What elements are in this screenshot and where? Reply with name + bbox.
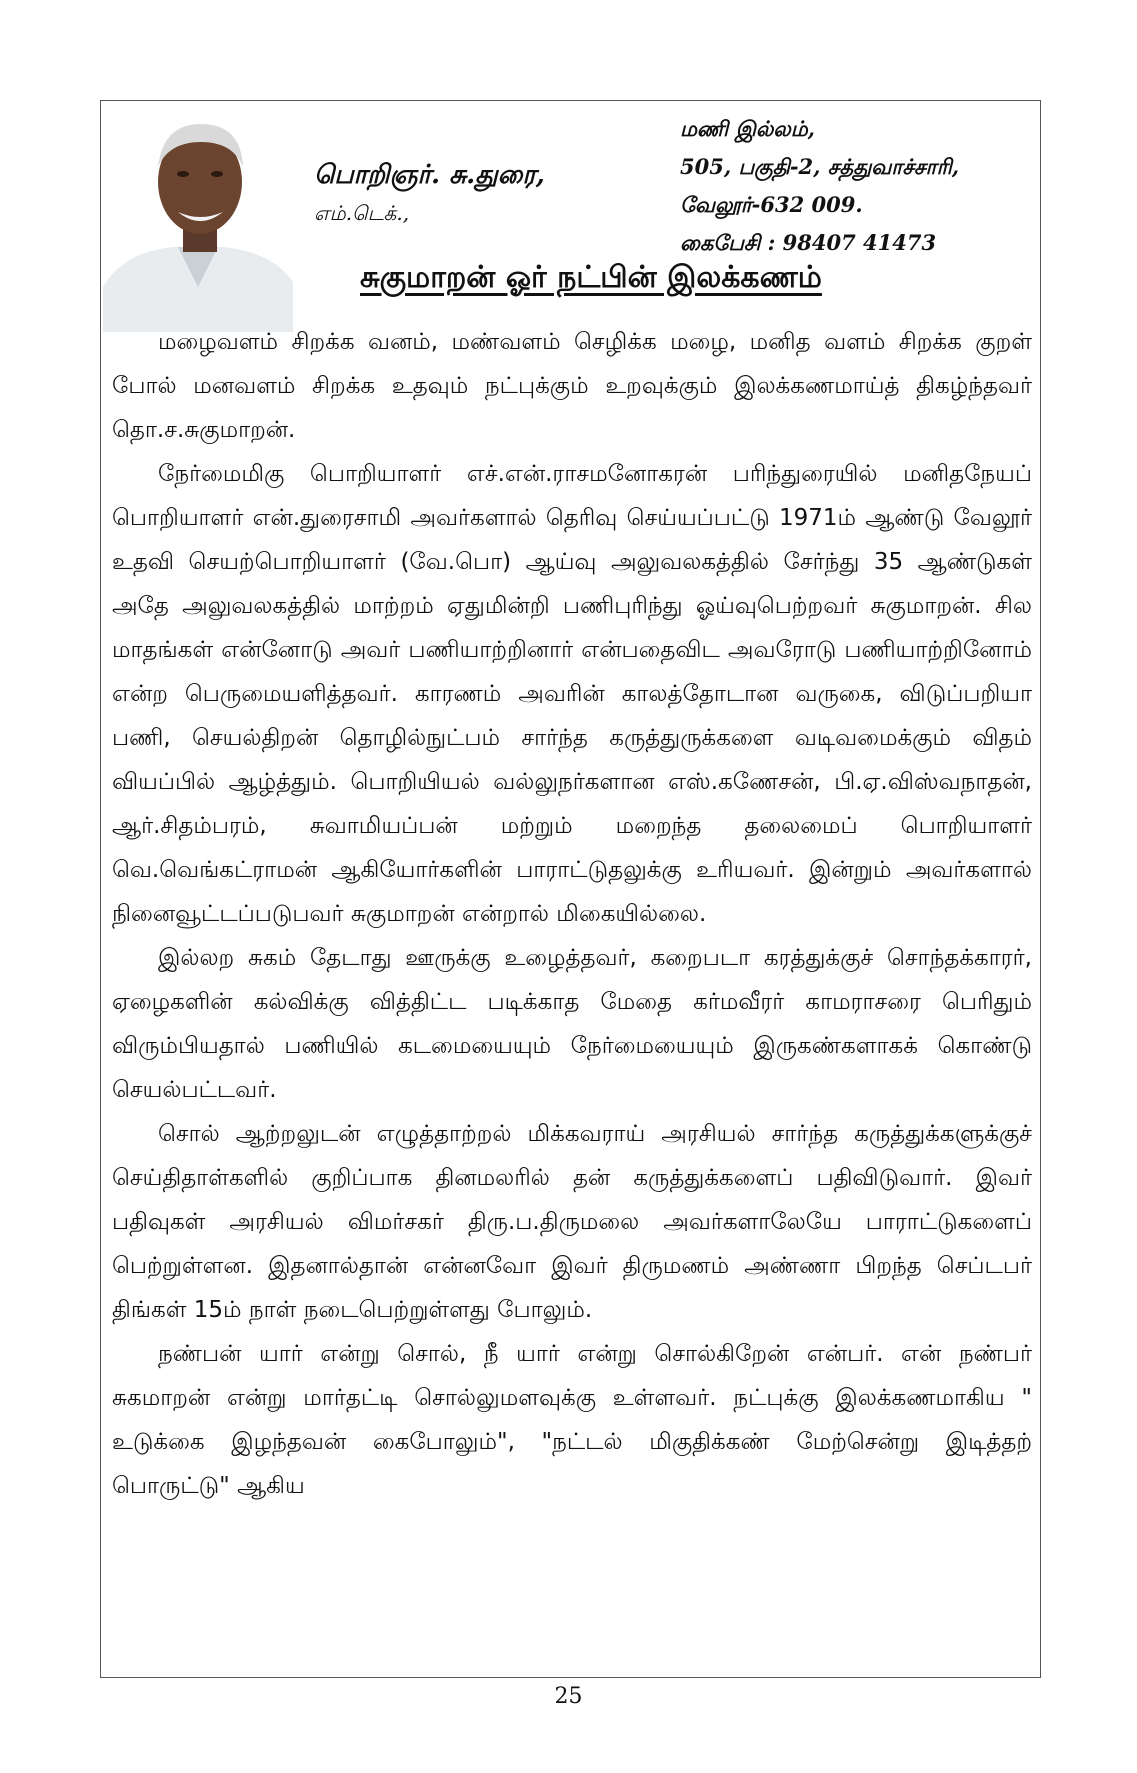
page-number: 25 <box>554 1684 583 1709</box>
article-body <box>112 320 1032 1508</box>
author-degree: எம்.டெக்., <box>314 201 410 225</box>
paragraph: சொல் ஆற்றலுடன் எழுத்தாற்றல் மிக்கவராய் அரசியல் சார்ந்த கருத்துக்களுக்குச் செய்திதாள்களில் குறிப்பாக தினமலரில் தன் கருத்துக்களைப் பதிவிடுவார். இவர் பதிவுகள் அரசியல் விமர்சகர் திரு.ப.திருமலை அவர்களாலேயே பாராட்டுகளைப் பெற்றுள்ளன. இதனால்தான் என்னவோ இவர் திருமணம் அண்ணா பிறந்த செப்டபர் திங்கள் 15ம் நாள் நடைபெற்றுள்ளது போலும். <box>112 1121 1032 1323</box>
address-line: கைபேசி : 98407 41473 <box>680 230 937 255</box>
article-title: சுகுமாறன் ஓர் நட்பின் இலக்கணம் <box>360 260 822 295</box>
paragraph: மழைவளம் சிறக்க வனம், மண்வளம் செழிக்க மழை, மனித வளம் சிறக்க குறள் போல் மனவளம் சிறக்க உதவும் நட்புக்கும் உறவுக்கும் இலக்கணமாய்த் திகழ்ந்தவர் தொ.ச.சுகுமாறன். <box>112 329 1032 443</box>
paragraph: இல்லற சுகம் தேடாது ஊருக்கு உழைத்தவர், கறைபடா கரத்துக்குச் சொந்தக்காரர், ஏழைகளின் கல்விக்கு வித்திட்ட படிக்காத மேதை கர்மவீரர் காமராசரை பெரிதும் விரும்பியதால் பணியில் கடமையையும் நேர்மையையும் இருகண்களாகக் கொண்டு செயல்பட்டவர். <box>112 945 1032 1103</box>
address-line: மணி இல்லம், <box>680 116 815 141</box>
paragraph: நண்பன் யார் என்று சொல், நீ யார் என்று சொல்கிறேன் என்பர். என் நண்பர் சுகமாறன் என்று மார்தட்டி சொல்லுமளவுக்கு உள்ளவர். நட்புக்கு இலக்கணமாகிய " உடுக்கை இழந்தவன் கைபோலும்", "நட்டல் மிகுதிக்கண் மேற்சென்று இடித்தற் பொருட்டு" ஆகிய <box>112 1341 1032 1499</box>
author-block <box>314 160 545 228</box>
author-name: பொறிஞர். சு.துரை, <box>314 160 545 190</box>
address-line: 505, பகுதி-2, சத்துவாச்சாரி, <box>680 154 960 179</box>
address-line: வேலூர்-632 009. <box>680 192 863 217</box>
paragraph: நேர்மைமிகு பொறியாளர் எச்.என்.ராசமனோகரன் பரிந்துரையில் மனிதநேயப் பொறியாளர் என்.துரைசாமி அவர்களால் தெரிவு செய்யப்பட்டு 1971ம் ஆண்டு வேலூர் உதவி செயற்பொறியாளர் (வே.பொ) ஆய்வு அலுவலகத்தில் சேர்ந்து 35 ஆண்டுகள் அதே அலுவலகத்தில் மாற்றம் ஏதுமின்றி பணிபுரிந்து ஓய்வுபெற்றவர் சுகுமாறன். சில மாதங்கள் என்னோடு அவர் பணியாற்றினார் என்பதைவிட அவரோடு பணியாற்றினோம் என்ற பெருமையளித்தவர். காரணம் அவரின் காலத்தோடான வருகை, விடுப்பறியா பணி, செயல்திறன் தொழில்நுட்பம் சார்ந்த கருத்துருக்களை வடிவமைக்கும் விதம் வியப்பில் ஆழ்த்தும். பொறியியல் வல்லுநர்களான எஸ்.கணேசன், பி.ஏ.விஸ்வநாதன், ஆர்.சிதம்பரம், சுவாமியப்பன் மற்றும் மறைந்த தலைமைப் பொறியாளர் வெ.வெங்கட்ராமன் ஆகியோர்களின் பாராட்டுதலுக்கு உரியவர். இன்றும் அவர்களால் நினைவூட்டப்படுபவர் சுகுமாறன் என்றால் மிகையில்லை. <box>112 461 1032 927</box>
address-block <box>680 110 959 262</box>
author-photo <box>103 112 293 332</box>
